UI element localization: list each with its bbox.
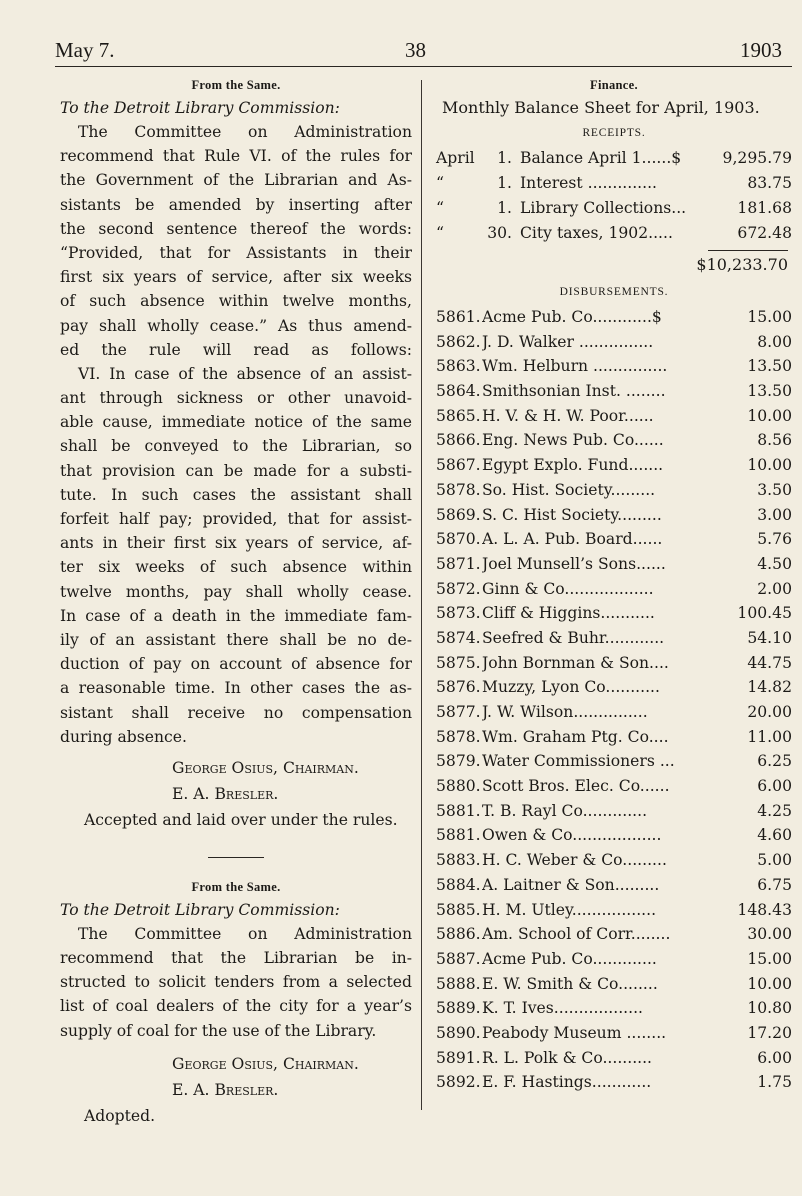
disbursement-amount: 10.00 (747, 456, 792, 475)
disbursement-amount: 2.00 (757, 579, 792, 598)
text-line: the second sentence thereof the words: (60, 219, 412, 238)
payee: Joel Munsell’s Sons...... (482, 554, 666, 573)
payee: Egypt Explo. Fund....... (482, 456, 664, 475)
table-row (436, 996, 792, 1021)
table-row (436, 428, 792, 453)
payee: J. D. Walker ............... (482, 332, 654, 351)
table-row (436, 749, 792, 774)
payee: Water Commissioners ... (482, 752, 675, 771)
text-line: supply of coal for the use of the Library. (60, 1021, 377, 1040)
disbursement-amount: 10.80 (747, 999, 792, 1018)
voucher-number: 5877. (436, 703, 481, 721)
header-date: May 7. (55, 38, 115, 62)
disbursements-heading: DISBURSEMENTS. (559, 286, 669, 298)
voucher-number: 5878. (436, 480, 481, 499)
text-line: recommend that the Librarian be in- (60, 949, 412, 968)
table-row (436, 947, 792, 972)
paragraph (60, 120, 412, 749)
text-line: list of coal dealers of the city for a year’s (60, 997, 412, 1016)
voucher-number: 5891. (436, 1048, 481, 1067)
left-column (60, 74, 412, 1129)
section-divider (208, 857, 264, 858)
disbursements-table (436, 305, 792, 1095)
voucher-number: 5870. (436, 530, 481, 549)
receipt-amount: 83.75 (747, 174, 792, 192)
table-row (436, 922, 792, 947)
header-rule (55, 66, 792, 67)
table-row (436, 171, 792, 196)
voucher-number: 5876. (436, 678, 481, 697)
text-line: “Provided, that for Assistants in their (60, 243, 412, 262)
table-row (436, 146, 792, 171)
payee: H. M. Utley................. (482, 900, 657, 919)
voucher-number: 5881. (436, 826, 481, 845)
voucher-number: 5888. (436, 974, 481, 993)
payee: Wm. Helburn ............... (482, 357, 668, 376)
text-line: a reasonable time. In other cases the as- (60, 679, 412, 698)
header-year: 1903 (740, 38, 782, 62)
section-heading: From the Same. (191, 78, 281, 92)
receipt-day: 30. (487, 224, 512, 242)
table-row (436, 379, 792, 404)
disbursement-amount: 1.75 (757, 1073, 792, 1092)
payee: Owen & Co.................. (482, 826, 662, 845)
table-row (436, 453, 792, 478)
disbursement-amount: 10.00 (747, 406, 792, 425)
table-row (436, 503, 792, 528)
disbursement-amount: 20.00 (747, 703, 792, 721)
signature-member: E. A. Bresler. (172, 784, 279, 803)
table-row (436, 799, 792, 824)
table-row (436, 404, 792, 429)
signature-chairman: George Osius, Chairman. (172, 1054, 359, 1073)
table-row (436, 873, 792, 898)
text-line: recommend that Rule VI. of the rules for (60, 147, 412, 166)
voucher-number: 5865. (436, 406, 481, 425)
payee: Seefred & Buhr............ (482, 628, 665, 647)
table-row (436, 196, 792, 221)
disbursement-amount: 4.25 (757, 801, 792, 820)
voucher-number: 5878. (436, 727, 481, 746)
table-row (436, 675, 792, 700)
payee: John Bornman & Son.... (482, 653, 669, 672)
disbursement-amount: 100.45 (737, 604, 792, 623)
voucher-number: 5884. (436, 875, 481, 894)
header-page-number: 38 (405, 38, 426, 62)
table-row (436, 577, 792, 602)
voucher-number: 5886. (436, 925, 481, 944)
receipts-table (436, 146, 792, 246)
disbursement-amount: 6.25 (757, 752, 792, 771)
text-line: sistant shall receive no compensation (60, 703, 412, 722)
disbursement-amount: 8.56 (757, 431, 792, 450)
payee: Cliff & Higgins........... (482, 604, 655, 623)
receipt-month: “ (436, 174, 444, 192)
payee: Am. School of Corr........ (482, 925, 671, 944)
text-line: ants in their first six years of service, af- (60, 534, 412, 553)
disbursement-amount: 44.75 (747, 653, 792, 672)
payee: Wm. Graham Ptg. Co.... (482, 727, 669, 746)
payee: E. F. Hastings............ (482, 1073, 652, 1092)
text-line: ter six weeks of such absence within (60, 558, 412, 577)
disbursement-amount: 4.50 (757, 554, 792, 573)
text-line: duction of pay on account of absence for (60, 655, 412, 674)
text-line: The Committee on Administration (78, 924, 412, 943)
receipt-description: Balance April 1......$ (520, 149, 682, 167)
table-row (436, 601, 792, 626)
voucher-number: 5871. (436, 554, 481, 573)
voucher-number: 5881. (436, 801, 481, 820)
table-row (436, 478, 792, 503)
payee: J. W. Wilson............... (482, 703, 648, 721)
table-row (436, 552, 792, 577)
disbursement-amount: 5.76 (757, 530, 792, 549)
text-line: shall be conveyed to the Librarian, so (60, 437, 412, 456)
column-divider (421, 80, 422, 1110)
disbursement-amount: 11.00 (747, 727, 792, 746)
receipt-amount: 181.68 (737, 199, 792, 217)
disbursement-amount: 4.60 (757, 826, 792, 845)
table-row (436, 626, 792, 651)
voucher-number: 5883. (436, 851, 481, 870)
payee: H. C. Weber & Co......... (482, 851, 667, 870)
voucher-number: 5873. (436, 604, 481, 623)
disbursement-amount: 15.00 (747, 308, 792, 326)
table-row (436, 848, 792, 873)
text-line: structed to solicit tenders from a selected (60, 973, 412, 992)
payee: So. Hist. Society......... (482, 480, 656, 499)
table-row (436, 1046, 792, 1071)
text-line: first six years of service, after six weeks (60, 268, 412, 287)
payee: H. V. & H. W. Poor...... (482, 406, 654, 425)
disbursement-amount: 6.75 (757, 875, 792, 894)
signature-member: E. A. Bresler. (172, 1080, 279, 1099)
receipt-day: 1. (497, 174, 512, 192)
receipt-amount: 672.48 (737, 224, 792, 242)
disbursement-amount: 13.50 (747, 357, 792, 376)
text-line: ed the rule will read as follows: (60, 340, 412, 359)
voucher-number: 5885. (436, 900, 481, 919)
disbursement-amount: 10.00 (747, 974, 792, 993)
disbursement-amount: 5.00 (757, 851, 792, 870)
voucher-number: 5890. (436, 1023, 481, 1042)
text-line: during absence. (60, 727, 187, 746)
receipt-description: Library Collections... (520, 199, 687, 217)
text-line: twelve months, pay shall wholly cease. (60, 582, 412, 601)
table-row (436, 1021, 792, 1046)
receipt-day: 1. (497, 199, 512, 217)
payee: E. W. Smith & Co........ (482, 974, 658, 993)
table-row (436, 305, 792, 330)
receipts-heading: RECEIPTS. (582, 127, 646, 139)
text-line: VI. In case of the absence of an assist- (78, 364, 412, 383)
balance-sheet-title: Monthly Balance Sheet for April, 1903. (442, 98, 760, 117)
table-row (436, 823, 792, 848)
table-row (436, 898, 792, 923)
table-row (436, 972, 792, 997)
table-row (436, 700, 792, 725)
disbursement-amount: 14.82 (747, 678, 792, 697)
payee: Ginn & Co.................. (482, 579, 654, 598)
text-line: of such absence within twelve months, (60, 292, 412, 311)
right-column (436, 74, 792, 1095)
receipt-month: April (436, 149, 475, 167)
receipts-total: $10,233.70 (696, 255, 788, 274)
voucher-number: 5867. (436, 456, 481, 475)
page-header (55, 38, 792, 64)
voucher-number: 5880. (436, 777, 481, 796)
payee: A. L. A. Pub. Board...... (482, 530, 663, 549)
table-row (436, 774, 792, 799)
text-line: that provision can be made for a substi- (60, 461, 412, 480)
payee: Acme Pub. Co............. (482, 949, 657, 968)
disbursement-amount: 8.00 (757, 332, 792, 351)
voucher-number: 5862. (436, 332, 481, 351)
payee: Acme Pub. Co............$ (482, 308, 662, 326)
receipt-description: City taxes, 1902..... (520, 224, 673, 242)
text-line: tute. In such cases the assistant shall (60, 485, 412, 504)
receipt-month: “ (436, 224, 444, 242)
finance-heading: Finance. (590, 78, 638, 92)
receipt-month: “ (436, 199, 444, 217)
voucher-number: 5874. (436, 628, 481, 647)
disbursement-amount: 148.43 (737, 900, 792, 919)
action-note: Adopted. (84, 1106, 156, 1125)
section-heading: From the Same. (191, 879, 281, 894)
payee: A. Laitner & Son......... (482, 875, 660, 894)
table-row (436, 725, 792, 750)
receipt-day: 1. (497, 149, 512, 167)
salutation: To the Detroit Library Commission: (60, 99, 340, 117)
text-line: sistants be amended by inserting after (60, 195, 412, 214)
table-row (436, 354, 792, 379)
voucher-number: 5872. (436, 579, 481, 598)
receipt-description: Interest .............. (520, 174, 658, 192)
text-line: able cause, immediate notice of the same (60, 413, 412, 432)
disbursement-amount: 30.00 (747, 925, 792, 944)
disbursement-amount: 3.00 (757, 505, 792, 524)
receipt-amount: 9,295.79 (722, 149, 792, 167)
table-row (436, 330, 792, 355)
text-line: ily of an assistant there shall be no de- (60, 630, 412, 649)
voucher-number: 5864. (436, 382, 481, 401)
voucher-number: 5875. (436, 653, 481, 672)
disbursement-amount: 3.50 (757, 480, 792, 499)
payee: K. T. Ives.................. (482, 999, 644, 1018)
payee: Muzzy, Lyon Co........... (482, 678, 660, 697)
disbursement-amount: 6.00 (757, 1048, 792, 1067)
disbursement-amount: 6.00 (757, 777, 792, 796)
table-row (436, 1070, 792, 1095)
payee: Eng. News Pub. Co...... (482, 431, 664, 450)
text-line: The Committee on Administration (78, 123, 412, 141)
disbursement-amount: 54.10 (747, 628, 792, 647)
payee: T. B. Rayl Co............. (482, 801, 648, 820)
voucher-number: 5861. (436, 308, 481, 326)
voucher-number: 5879. (436, 752, 481, 771)
voucher-number: 5887. (436, 949, 481, 968)
text-line: the Government of the Librarian and As- (60, 171, 412, 190)
payee: Scott Bros. Elec. Co...... (482, 777, 670, 796)
voucher-number: 5889. (436, 999, 481, 1018)
payee: S. C. Hist Society......... (482, 505, 662, 524)
signature-chairman: George Osius, Chairman. (172, 758, 359, 777)
text-line: pay shall wholly cease.” As thus amend- (60, 316, 412, 335)
action-note: Accepted and laid over under the rules. (84, 810, 398, 829)
voucher-number: 5863. (436, 357, 481, 376)
table-row (436, 527, 792, 552)
table-row (436, 221, 792, 246)
disbursement-amount: 15.00 (747, 949, 792, 968)
table-row (436, 651, 792, 676)
voucher-number: 5866. (436, 431, 481, 450)
paragraph (60, 922, 412, 1043)
payee: Peabody Museum ........ (482, 1023, 667, 1042)
disbursement-amount: 17.20 (747, 1023, 792, 1042)
payee: Smithsonian Inst. ........ (482, 382, 666, 401)
voucher-number: 5869. (436, 505, 481, 524)
text-line: In case of a death in the immediate fam- (60, 606, 412, 625)
salutation: To the Detroit Library Commission: (60, 900, 340, 919)
voucher-number: 5892. (436, 1073, 481, 1092)
text-line: ant through sickness or other unavoid- (60, 389, 412, 408)
disbursement-amount: 13.50 (747, 382, 792, 401)
payee: R. L. Polk & Co.......... (482, 1048, 653, 1067)
text-line: forfeit half pay; provided, that for assist- (60, 510, 412, 528)
